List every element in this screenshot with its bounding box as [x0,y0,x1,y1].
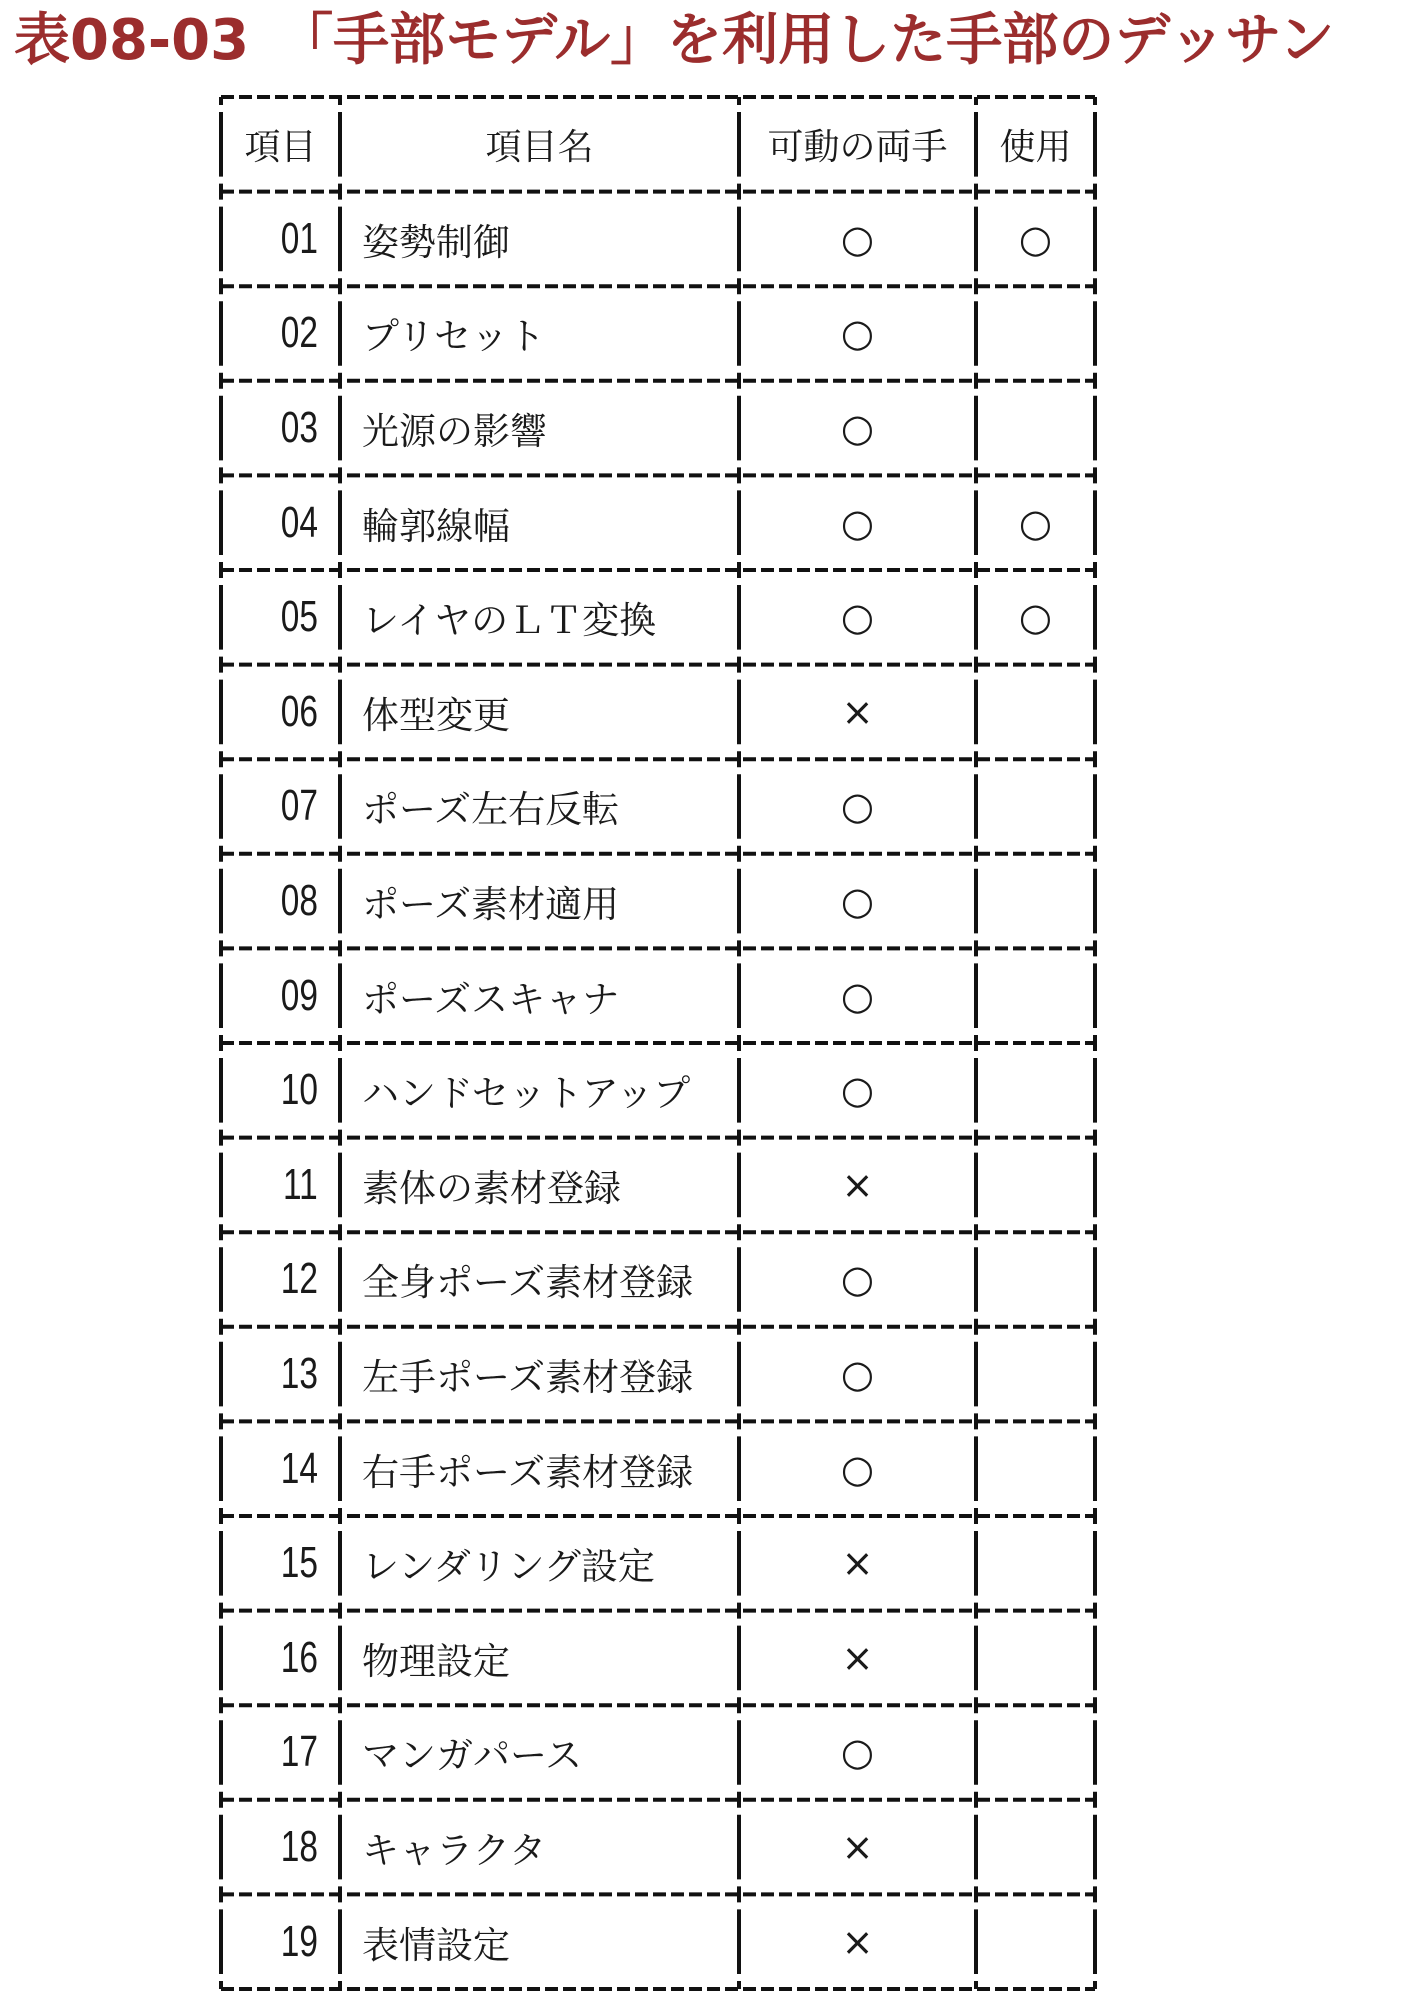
item-name-text: プリセット [362,315,546,359]
cell-use [976,381,1095,476]
cell-item-name [340,854,739,949]
cell-movable-both-hands [739,759,976,854]
item-name-text: 素体の素材登録 [362,1166,621,1210]
item-number-text: 02 [280,308,318,358]
cell-item-name [340,1421,739,1516]
cell-movable-both-hands [739,1232,976,1327]
item-name-text: ポーズ左右反転 [362,788,620,832]
header-cell-use [976,97,1095,192]
cell-item-name [340,665,739,760]
cell-use [976,1327,1095,1422]
item-name-text: 姿勢制御 [362,220,510,264]
cell-movable-both-hands [739,570,976,665]
header-movable-both-hands-text: 可動の両手 [767,126,948,168]
cell-item-number [221,665,340,760]
cell-item-number [221,759,340,854]
item-name-text: ポーズスキャナ [362,977,620,1021]
item-number-text: 16 [280,1632,318,1682]
cell-item-name [340,1894,739,1989]
cell-item-name [340,1327,739,1422]
cell-item-name [340,192,739,287]
item-name-text: レンダリング設定 [362,1545,655,1589]
cell-movable-both-hands [739,854,976,949]
item-name-text: ハンドセットアップ [362,1072,691,1116]
cell-item-number [221,1043,340,1138]
cell-movable-both-hands [739,1043,976,1138]
cell-movable-both-hands [739,286,976,381]
cell-use [976,1516,1095,1611]
cell-movable-both-hands [739,665,976,760]
cell-item-number [221,286,340,381]
cell-item-name [340,570,739,665]
cell-item-name [340,759,739,854]
movable-both-hands-text: × [841,1919,874,1964]
cell-use [976,1232,1095,1327]
cell-movable-both-hands [739,192,976,287]
item-name-text: マンガパース [362,1734,583,1778]
cell-movable-both-hands [739,1327,976,1422]
cell-item-name [340,1800,739,1895]
item-name-text: 光源の影響 [362,410,547,454]
cell-use [976,1138,1095,1233]
item-number-text: 15 [280,1538,318,1588]
cell-use [976,1800,1095,1895]
item-name-text: 表情設定 [362,1923,510,1967]
item-number-text: 19 [280,1916,318,1966]
cell-item-number [221,570,340,665]
item-name-text: 左手ポーズ素材登録 [362,1356,694,1400]
item-number-text: 12 [280,1254,318,1304]
cell-use [976,570,1095,665]
item-name-text: ポーズ素材適用 [362,883,620,927]
cell-item-number [221,1516,340,1611]
cell-use [976,1705,1095,1800]
item-number-text: 11 [283,1159,318,1209]
cell-movable-both-hands [739,1611,976,1706]
cell-item-name [340,948,739,1043]
item-number-text: 09 [280,970,318,1020]
cell-movable-both-hands [739,1800,976,1895]
cell-use [976,192,1095,287]
item-number-text: 17 [280,1727,318,1777]
item-number-text: 14 [280,1443,318,1493]
item-number-text: 18 [280,1821,318,1871]
item-number-text: 08 [280,876,318,926]
use-text: ○ [1018,216,1053,261]
cell-movable-both-hands [739,1894,976,1989]
cell-movable-both-hands [739,1421,976,1516]
cell-item-name [340,286,739,381]
cell-item-name [340,381,739,476]
movable-both-hands-text: × [841,1824,874,1869]
cell-item-number [221,1421,340,1516]
cell-movable-both-hands [739,475,976,570]
cell-movable-both-hands [739,948,976,1043]
header-item-name-text: 項目名 [485,126,594,168]
cell-movable-both-hands [739,1516,976,1611]
item-number-text: 05 [280,592,318,642]
cell-movable-both-hands [739,381,976,476]
item-number-text: 06 [280,686,318,736]
cell-movable-both-hands [739,1138,976,1233]
cell-item-number [221,948,340,1043]
cell-item-name [340,1232,739,1327]
movable-both-hands-text: × [841,689,874,734]
item-number-text: 04 [280,497,318,547]
cell-use [976,948,1095,1043]
header-cell-item-number [221,97,340,192]
cell-item-name [340,1705,739,1800]
header-cell-movable-both-hands [739,97,976,192]
movable-both-hands-text: ○ [840,1257,875,1302]
movable-both-hands-text: ○ [840,973,875,1018]
movable-both-hands-text: ○ [840,1352,875,1397]
item-number-text: 07 [280,781,318,831]
movable-both-hands-text: ○ [840,500,875,545]
feature-table [221,97,1095,1989]
movable-both-hands-text: ○ [840,216,875,261]
cell-use [976,1894,1095,1989]
cell-use [976,1421,1095,1516]
header-cell-item-name [340,97,739,192]
cell-item-number [221,475,340,570]
item-name-text: 輪郭線幅 [362,504,510,548]
item-name-text: 右手ポーズ素材登録 [362,1450,694,1494]
cell-use [976,854,1095,949]
movable-both-hands-text: ○ [840,1068,875,1113]
cell-use [976,1043,1095,1138]
movable-both-hands-text: × [841,1162,874,1207]
cell-item-number [221,381,340,476]
item-number-text: 10 [280,1065,318,1115]
cell-item-number [221,1232,340,1327]
item-name-text: 全身ポーズ素材登録 [362,1261,694,1305]
item-name-text: 物理設定 [362,1639,510,1683]
cell-item-number [221,1138,340,1233]
table-title: 表08-03 「手部モデル」を利用した手部のデッサン [14,10,1335,72]
cell-item-name [340,1138,739,1233]
item-name-text: キャラクタ [362,1828,547,1872]
movable-both-hands-text: ○ [840,1730,875,1775]
cell-item-number [221,1800,340,1895]
item-number-text: 03 [280,403,318,453]
movable-both-hands-text: ○ [840,879,875,924]
cell-item-number [221,1327,340,1422]
cell-movable-both-hands [739,1705,976,1800]
header-item-number-text: 項目 [244,126,317,168]
cell-use [976,665,1095,760]
cell-item-number [221,1611,340,1706]
movable-both-hands-text: × [841,1541,874,1586]
cell-use [976,475,1095,570]
item-name-text: レイヤのＬＴ変換 [362,599,657,643]
item-number-text: 13 [280,1349,318,1399]
movable-both-hands-text: ○ [840,1446,875,1491]
cell-item-name [340,1043,739,1138]
cell-item-number [221,1894,340,1989]
header-use-text: 使用 [999,126,1072,168]
cell-use [976,1611,1095,1706]
movable-both-hands-text: ○ [840,406,875,451]
item-number-text: 01 [280,213,318,263]
movable-both-hands-text: ○ [840,784,875,829]
item-name-text: 体型変更 [362,693,510,737]
use-text: ○ [1018,595,1053,640]
cell-use [976,759,1095,854]
cell-item-name [340,1611,739,1706]
use-text: ○ [1018,500,1053,545]
movable-both-hands-text: × [841,1635,874,1680]
movable-both-hands-text: ○ [840,311,875,356]
cell-use [976,286,1095,381]
cell-item-name [340,1516,739,1611]
cell-item-number [221,1705,340,1800]
movable-both-hands-text: ○ [840,595,875,640]
cell-item-number [221,192,340,287]
cell-item-number [221,854,340,949]
cell-item-name [340,475,739,570]
